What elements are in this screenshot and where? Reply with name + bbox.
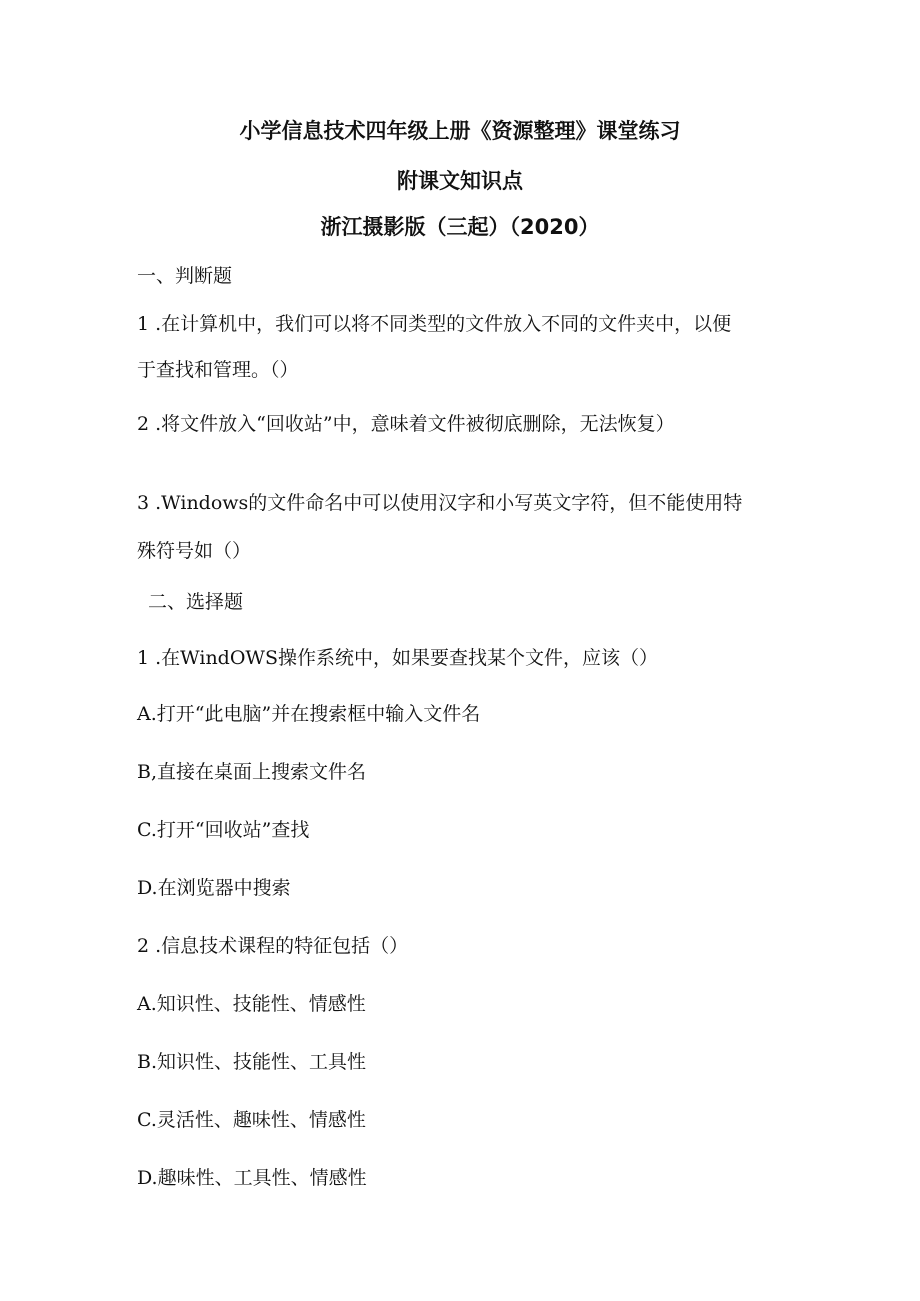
question-mc-1-option-d: D.在浏览器中搜索 [137,877,291,899]
question-tf-3-line1: 3 .Windows的文件命名中可以使用汉字和小写英文字符，但不能使用特 [137,492,743,514]
question-mc-1-option-b: B,直接在桌面上搜索文件名 [137,761,367,783]
section-heading-true-false: 一、判断题 [137,265,233,287]
question-tf-1-line2: 于查找和管理。（） [137,359,299,381]
question-mc-1-option-c: C.打开“回收站”查找 [137,819,310,841]
question-mc-2-option-d: D.趣味性、工具性、情感性 [137,1167,367,1189]
question-mc-1: 1 .在WindOWS操作系统中，如果要查找某个文件，应该（） [137,647,658,669]
question-mc-2-option-a: A.知识性、技能性、情感性 [137,993,366,1015]
document-title: 小学信息技术四年级上册《资源整理》课堂练习 [239,119,681,143]
question-mc-2: 2 .信息技术课程的特征包括（） [137,935,409,957]
document-subtitle: 附课文知识点 [397,169,523,193]
question-mc-2-option-c: C.灵活性、趣味性、情感性 [137,1109,366,1131]
question-tf-3-line2: 殊符号如（） [137,540,252,562]
section-heading-multiple-choice: 二、选择题 [148,591,244,613]
question-tf-2: 2 .将文件放入“回收站”中，意味着文件被彻底删除，无法恢复） [137,413,675,435]
question-mc-1-option-a: A.打开“此电脑”并在搜索框中输入文件名 [137,703,481,725]
question-tf-1-line1: 1 .在计算机中，我们可以将不同类型的文件放入不同的文件夹中，以便 [137,313,732,335]
document-edition: 浙江摄影版（三起）（2020） [320,215,600,239]
question-mc-2-option-b: B.知识性、技能性、工具性 [137,1051,367,1073]
